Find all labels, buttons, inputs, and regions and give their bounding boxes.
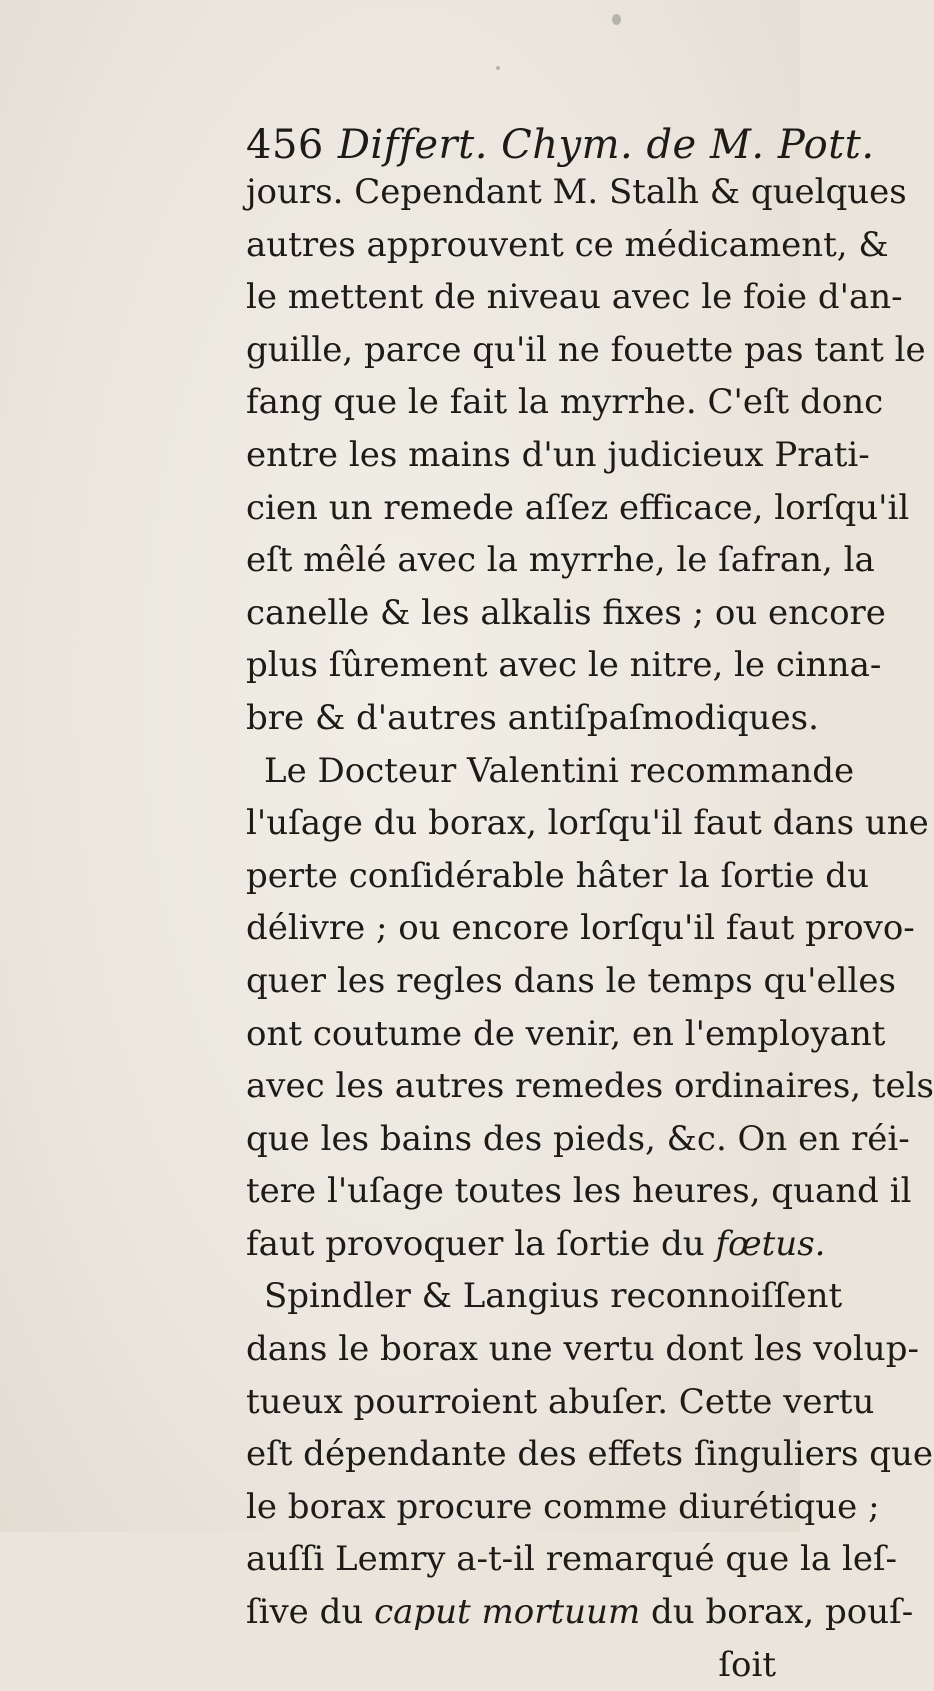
text-line: délivre ; ou encore lorſqu'il faut provo- — [246, 908, 915, 949]
text-line: tere l'uſage toutes les heures, quand il — [246, 1171, 912, 1212]
catchword: ſoit — [718, 1644, 776, 1685]
ink-speck — [612, 14, 621, 25]
text-run: du borax, pouſ- — [651, 1592, 914, 1633]
text-line: avec les autres remedes ordinaires, tels — [246, 1066, 934, 1107]
text-line: jours. Cependant M. Stalh & quelques — [246, 172, 907, 212]
text-run: ſive du — [246, 1592, 364, 1633]
text-line: l'uſage du borax, lorſqu'il faut dans une — [246, 803, 929, 844]
text-line: autres approuvent ce médicament, & — [246, 224, 889, 265]
body-text — [246, 166, 934, 1691]
text-line: le mettent de niveau avec le foie d'an- — [246, 277, 903, 318]
text-line: auſſi Lemry a-t-il remarqué que la leſ- — [246, 1539, 898, 1580]
text-line: tueux pourroient abuſer. Cette vertu — [246, 1381, 875, 1422]
text-line: eſt mêlé avec la myrrhe, le ſafran, la — [246, 540, 875, 581]
text-line: cien un remede aſſez efficace, lorſqu'il — [246, 487, 910, 528]
italic-term: caput mortuum — [374, 1592, 641, 1633]
text-line: le borax procure comme diurétique ; — [246, 1486, 880, 1527]
text-line: dans le borax une vertu dont les volup- — [246, 1329, 919, 1370]
text-line: bre & d'autres antiſpaſmodiques. — [246, 697, 819, 738]
text-line: Le Docteur Valentini recommande — [264, 750, 855, 791]
running-title: Differt. Chym. de M. Pott. — [337, 122, 875, 168]
text-line: Spindler & Langius reconnoiſſent — [264, 1276, 843, 1317]
text-line: quer les regles dans le temps qu'elles — [246, 960, 896, 1001]
italic-term: fœtus. — [715, 1223, 826, 1264]
text-line — [246, 1218, 826, 1271]
text-line: ont coutume de venir, en l'employant — [246, 1013, 886, 1054]
text-line — [246, 1586, 914, 1639]
text-run: faut provoquer la ſortie du — [246, 1223, 705, 1264]
text-line: entre les mains d'un judicieux Prati- — [246, 434, 870, 475]
running-header — [246, 122, 875, 168]
text-line: canelle & les alkalis fixes ; ou encore — [246, 592, 886, 633]
ink-speck — [496, 66, 500, 70]
text-line: guille, parce qu'il ne fouette pas tant le — [246, 329, 926, 370]
text-line: eſt dépendante des effets ſinguliers que — [246, 1434, 934, 1475]
text-line: fang que le fait la myrrhe. C'eſt donc — [246, 382, 884, 423]
text-line: plus ſûrement avec le nitre, le cinna- — [246, 645, 882, 686]
text-line: perte conſidérable hâter la ſortie du — [246, 855, 869, 896]
text-line: que les bains des pieds, &c. On en réi- — [246, 1118, 910, 1159]
page-number: 456 — [246, 122, 324, 168]
